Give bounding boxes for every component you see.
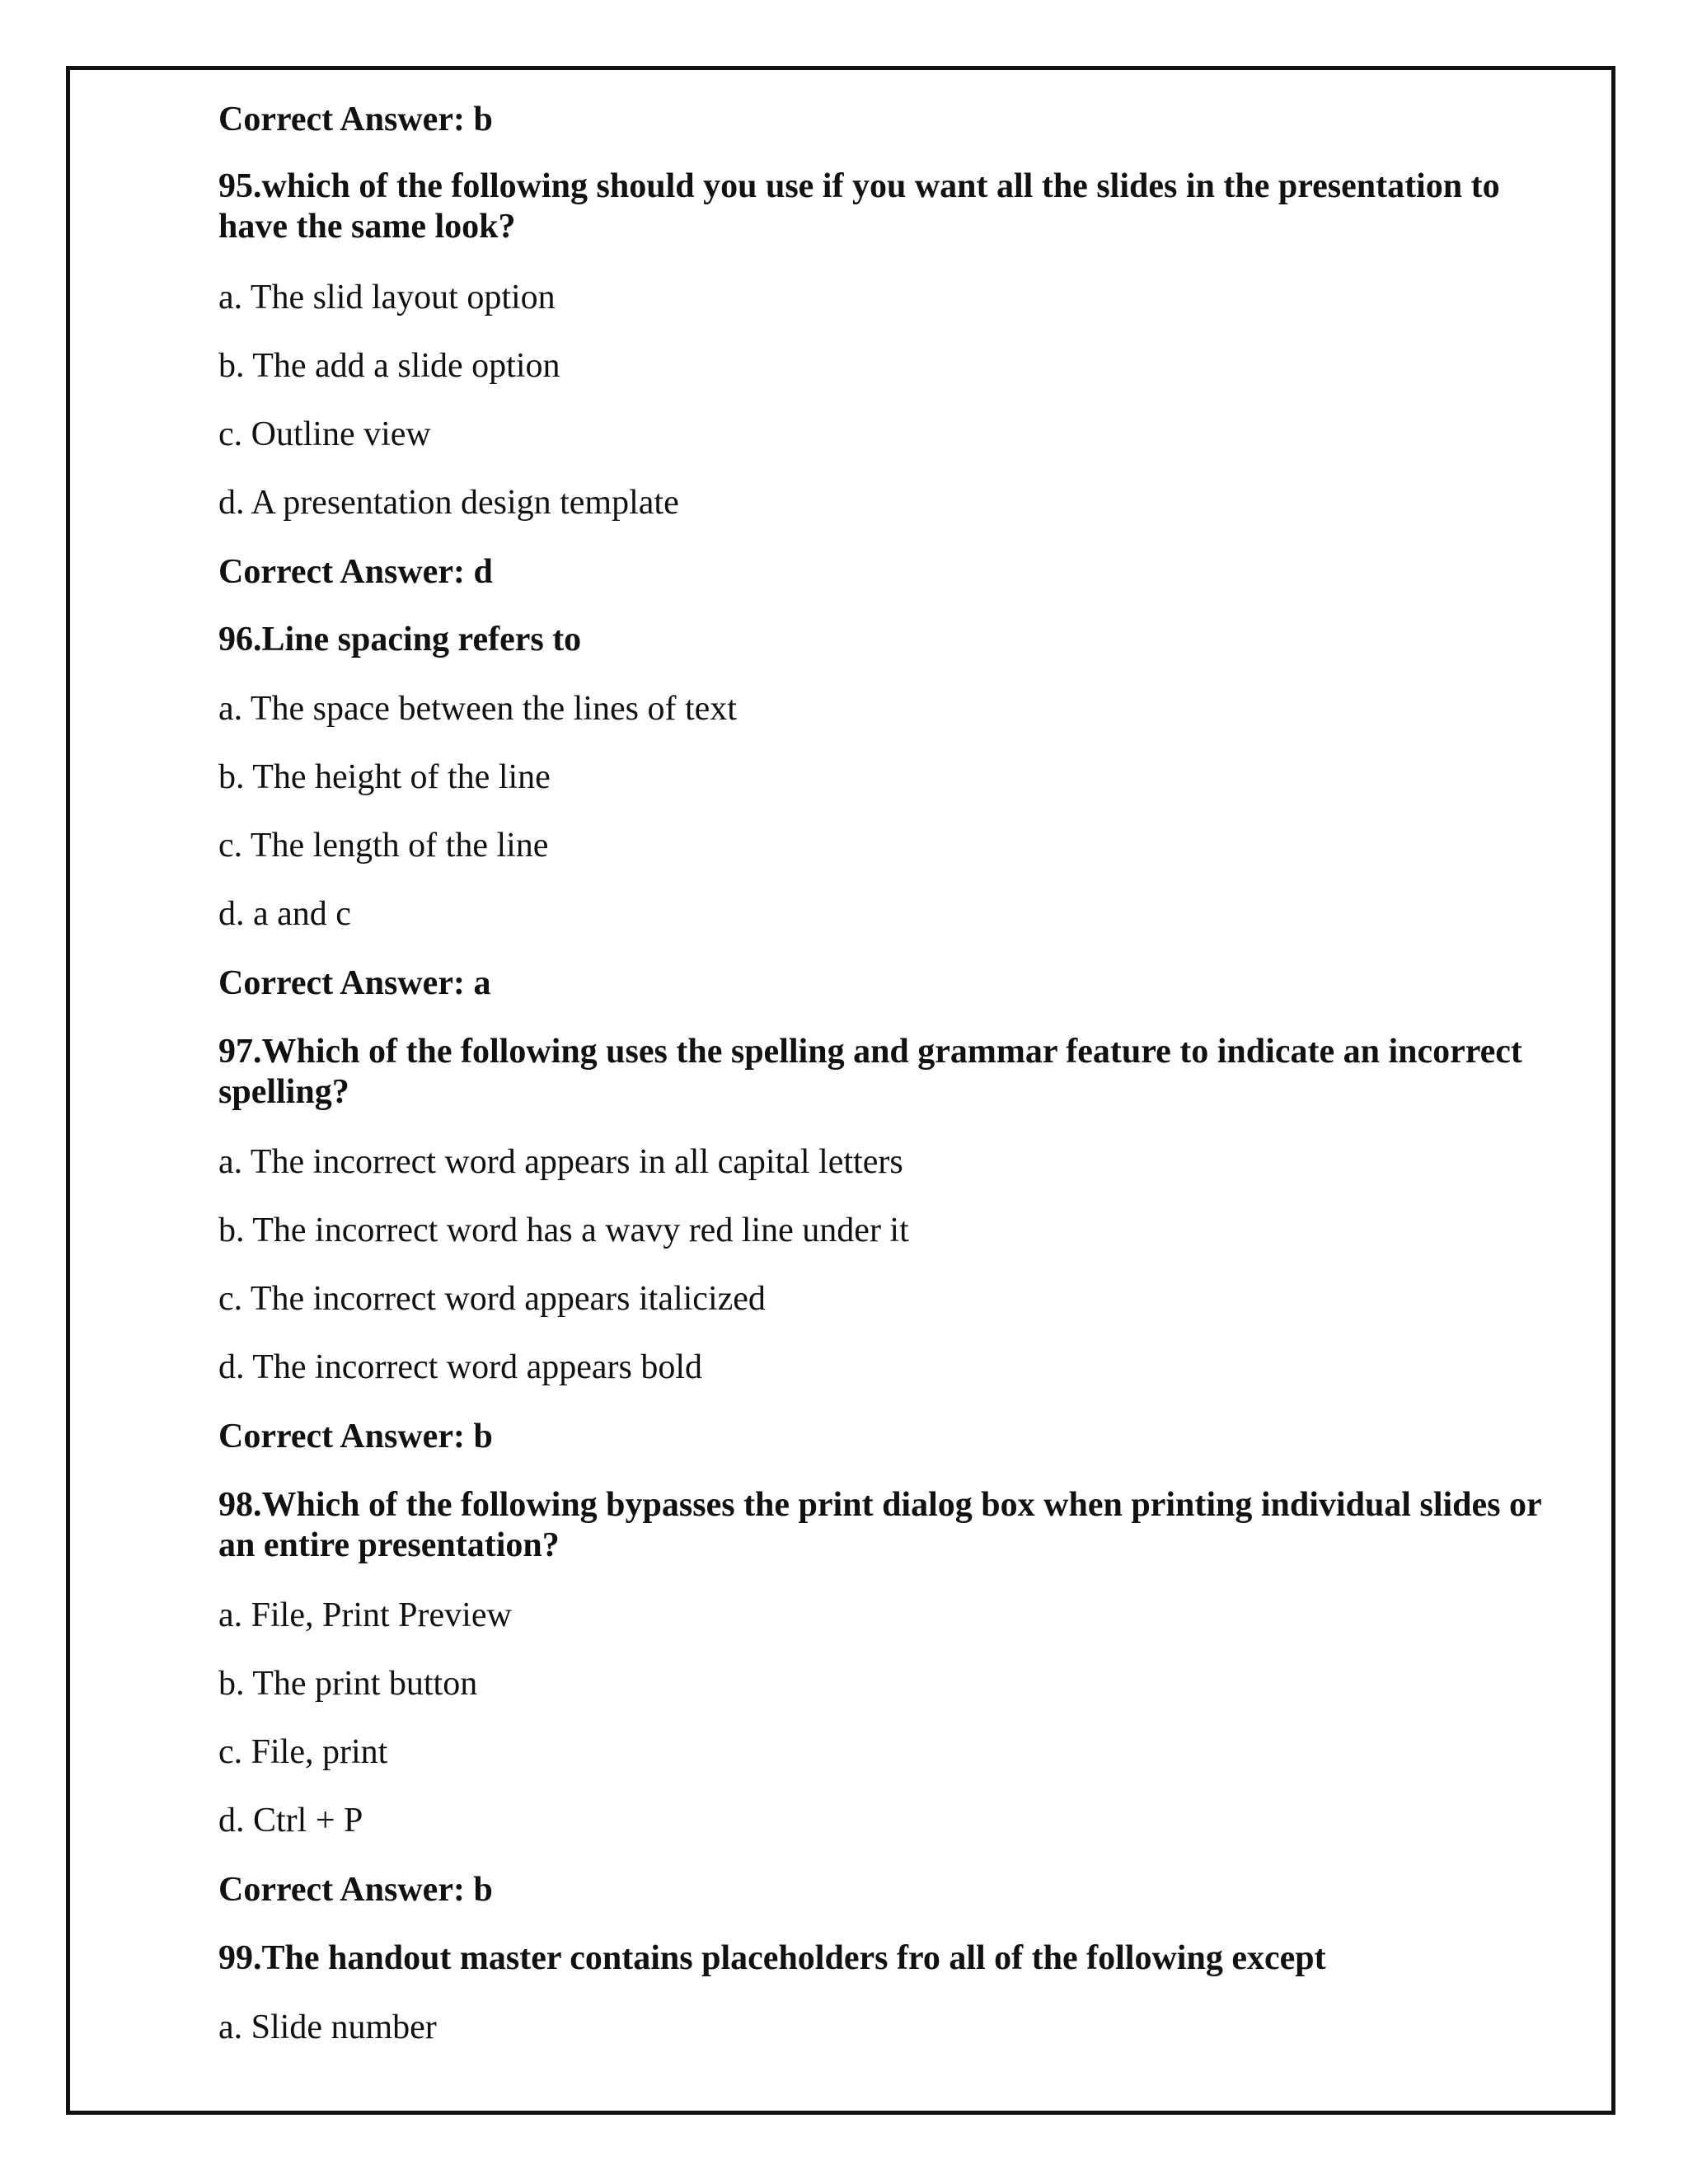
- option-a: a. The incorrect word appears in all capital letters: [218, 1143, 903, 1181]
- question-96: 96.Line spacing refers to: [218, 621, 582, 658]
- option-d: d. a and c: [218, 895, 351, 933]
- option-b: b. The add a slide option: [218, 347, 560, 385]
- option-b: b. The print button: [218, 1665, 478, 1703]
- option-a: a. The slid layout option: [218, 279, 556, 316]
- option-a: a. File, Print Preview: [218, 1596, 512, 1634]
- option-c: c. File, print: [218, 1733, 388, 1771]
- option-d: d. The incorrect word appears bold: [218, 1348, 703, 1386]
- correct-answer: Correct Answer: a: [218, 964, 491, 1002]
- option-a: a. Slide number: [218, 2008, 437, 2046]
- option-c: c. The incorrect word appears italicized: [218, 1280, 766, 1318]
- correct-answer: Correct Answer: b: [218, 1871, 493, 1909]
- question-97: 97.Which of the following uses the spelling and grammar feature to indicate an incorrect spelling?: [218, 1033, 1522, 1111]
- correct-answer: Correct Answer: d: [218, 553, 493, 591]
- option-b: b. The height of the line: [218, 758, 551, 796]
- option-b: b. The incorrect word has a wavy red line under it: [218, 1212, 909, 1249]
- correct-answer: Correct Answer: b: [218, 1418, 493, 1455]
- question-99: 99.The handout master contains placeholders fro all of the following except: [218, 1939, 1326, 1977]
- question-95: 95.which of the following should you use if you want all the slides in the presentation to have the same look?: [218, 167, 1500, 246]
- option-d: d. Ctrl + P: [218, 1802, 363, 1840]
- option-c: c. Outline view: [218, 415, 431, 453]
- option-a: a. The space between the lines of text: [218, 690, 737, 728]
- option-c: c. The length of the line: [218, 827, 549, 865]
- option-d: d. A presentation design template: [218, 484, 679, 522]
- question-98: 98.Which of the following bypasses the print dialog box when printing individual slides or an entire presentation?: [218, 1486, 1541, 1564]
- correct-answer: Correct Answer: b: [218, 101, 493, 138]
